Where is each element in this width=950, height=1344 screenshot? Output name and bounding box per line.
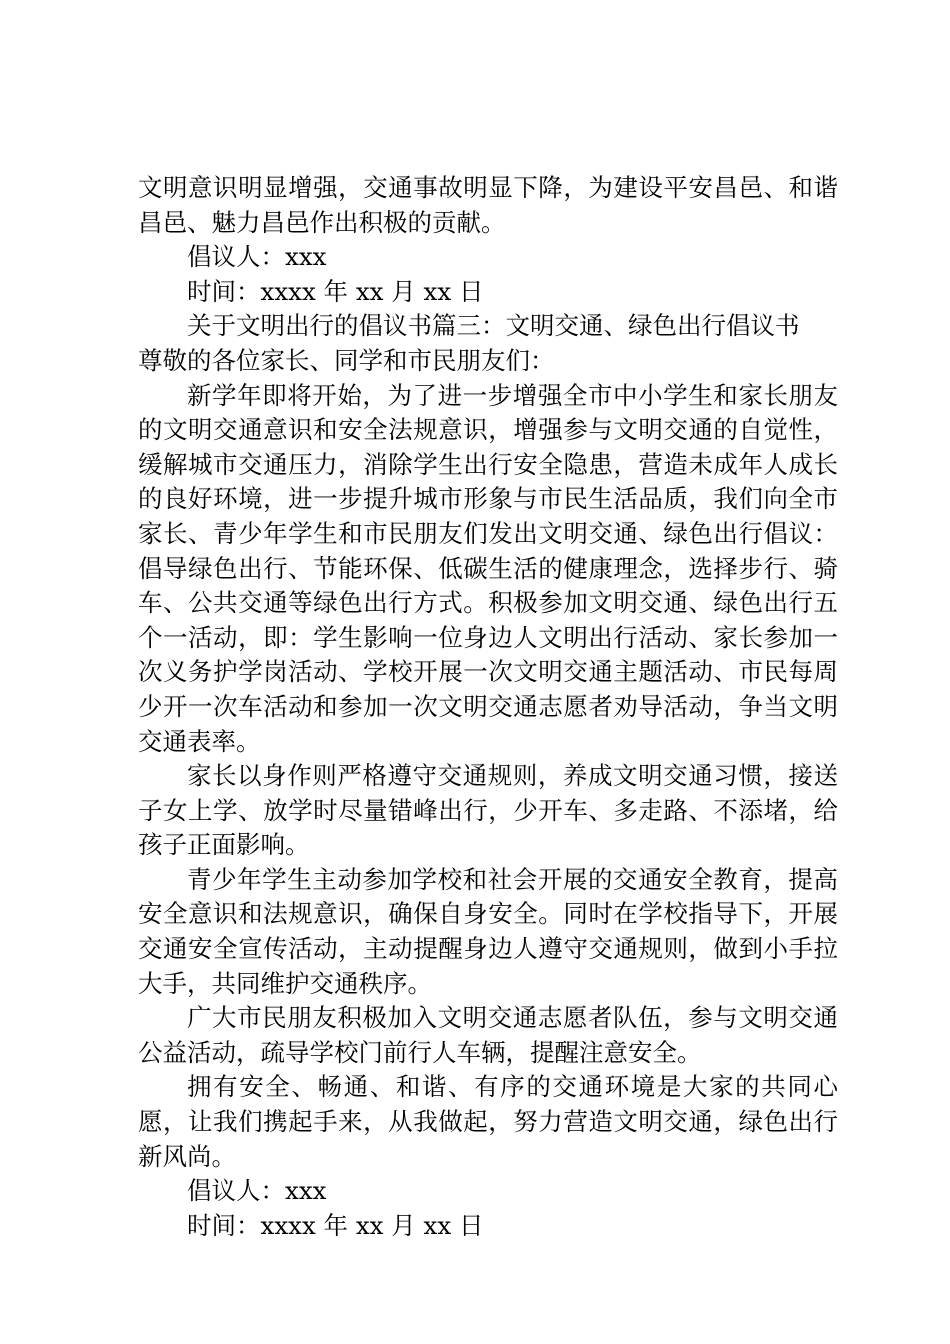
paragraph-parents: 家长以身作则严格遵守交通规则，养成文明交通习惯，接送子女上学、放学时尽量错峰出行，少开车、多走路、不添堵，给孩子正面影响。 bbox=[138, 761, 838, 860]
paragraph-citizens: 广大市民朋友积极加入文明交通志愿者队伍，参与文明交通公益活动，疏导学校门前行人车辆，提醒注意安全。 bbox=[138, 1003, 838, 1067]
salutation: 尊敬的各位家长、同学和市民朋友们： bbox=[138, 345, 555, 375]
signature-initiator: 倡议人：xxx bbox=[187, 242, 327, 272]
paragraph-continuation: 文明意识明显增强，交通事故明显下降，为建设平安昌邑、和谐昌邑、魅力昌邑作出积极的贡献。 bbox=[138, 173, 838, 237]
paragraph-students: 青少年学生主动参加学校和社会开展的交通安全教育，提高安全意识和法规意识，确保自身安全。同时在学校指导下，开展交通安全宣传活动，主动提醒身边人遵守交通规则，做到小手拉大手，共同维护交通秩序。 bbox=[138, 864, 838, 998]
signature-date: 时间：xxxx 年 xx 月 xx 日 bbox=[187, 276, 484, 306]
document-body bbox=[138, 171, 838, 1243]
signature-initiator-final: 倡议人：xxx bbox=[187, 1176, 327, 1206]
section-title: 关于文明出行的倡议书篇三：文明交通、绿色出行倡议书 bbox=[187, 311, 800, 341]
paragraph-intro: 新学年即将开始，为了进一步增强全市中小学生和家长朋友的文明交通意识和安全法规意识，增强参与文明交通的自觉性，缓解城市交通压力，消除学生出行安全隐患，营造未成年人成长的良好环境，进一步提升城市形象与市民生活品质，我们向全市家长、青少年学生和市民朋友们发出文明交通、绿色出行倡议：倡导绿色出行、节能环保、低碳生活的健康理念，选择步行、骑车、公共交通等绿色出行方式。积极参加文明交通、绿色出行五个一活动，即：学生影响一位身边人文明出行活动、家长参加一次义务护学岗活动、学校开展一次文明交通主题活动、市民每周少开一次车活动和参加一次文明交通志愿者劝导活动，争当文明交通表率。 bbox=[138, 380, 838, 756]
paragraph-closing: 拥有安全、畅通、和谐、有序的交通环境是大家的共同心愿，让我们携起手来，从我做起，努力营造文明交通，绿色出行新风尚。 bbox=[138, 1072, 838, 1171]
signature-date-final: 时间：xxxx 年 xx 月 xx 日 bbox=[187, 1210, 484, 1240]
